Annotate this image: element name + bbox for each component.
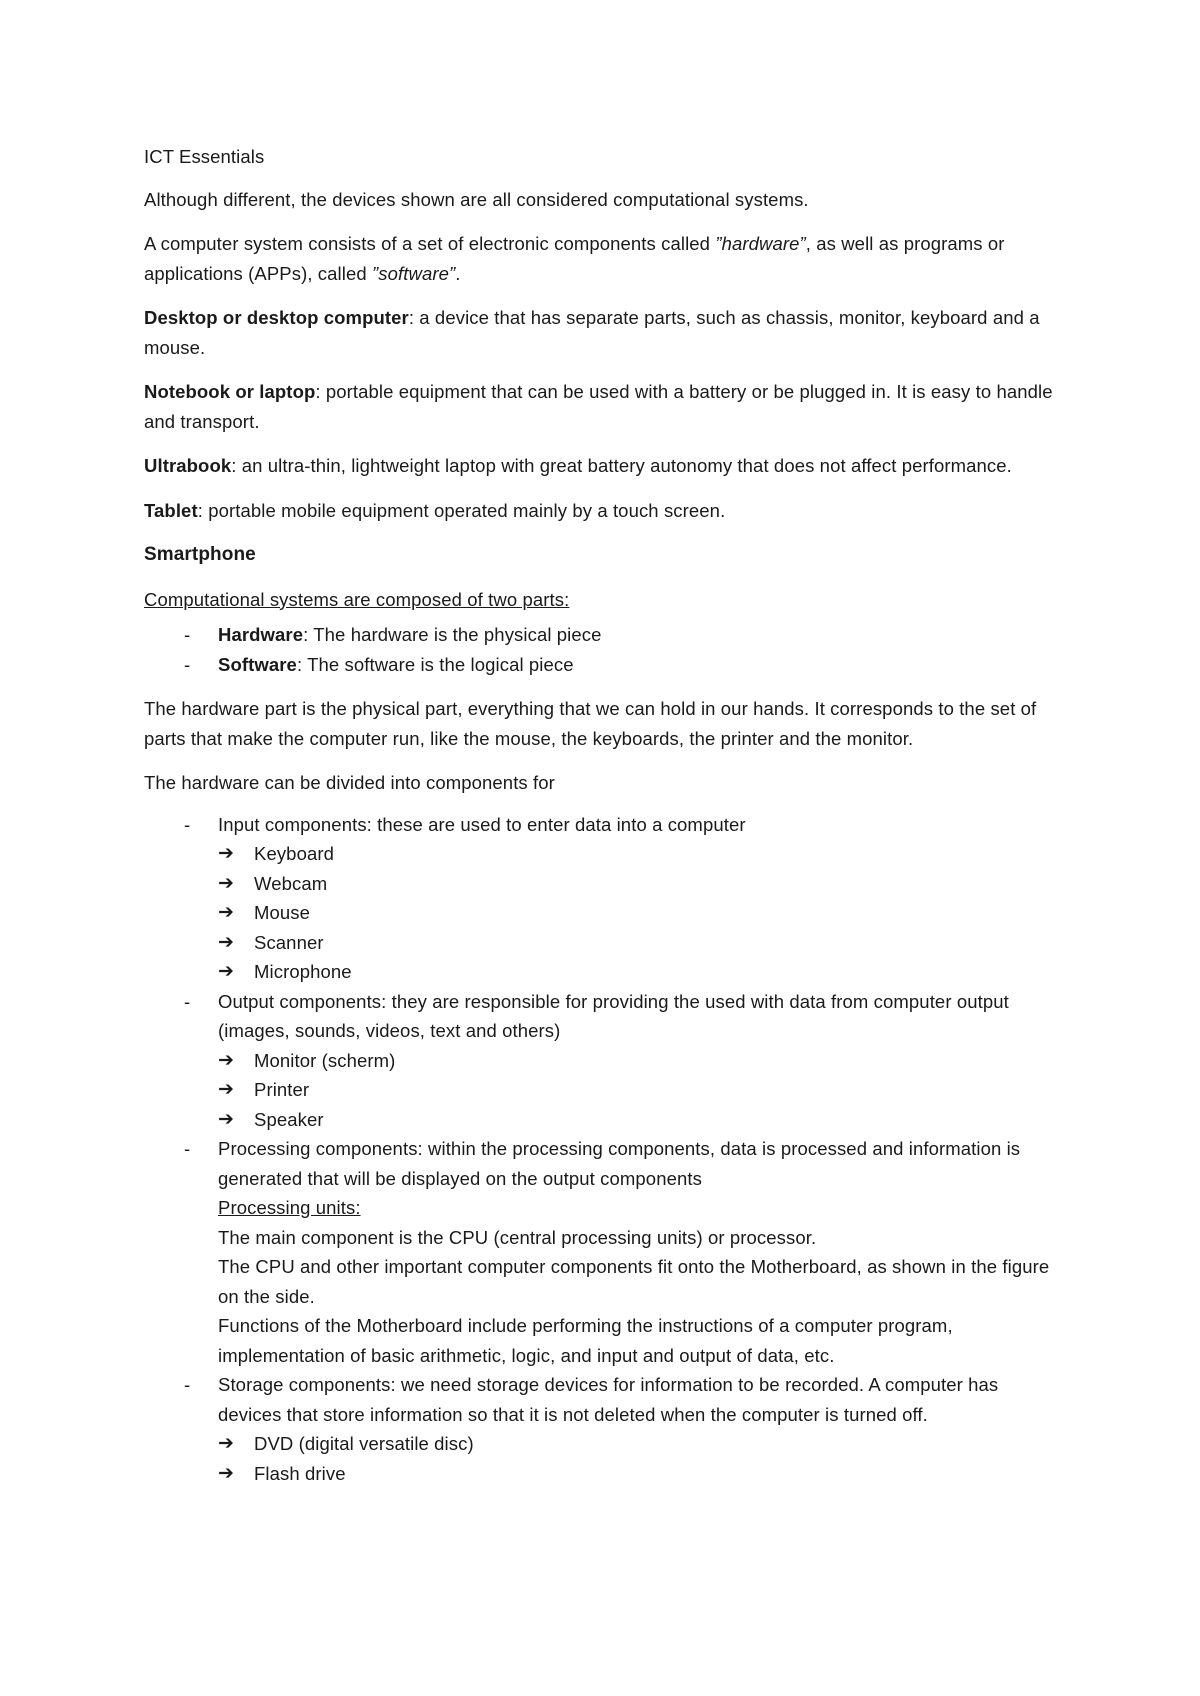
system-def-text: , as well as programs or applications (APPs), called: [144, 233, 1005, 284]
system-def-text: .: [455, 262, 461, 284]
processing-line: The CPU and other important computer components fit onto the Motherboard, as shown in the figure on the side.: [218, 1256, 1050, 1307]
dash-bullet: -: [184, 624, 191, 645]
list-item: [218, 839, 1064, 869]
output-components-text: Output components: they are responsible for providing the used with data from computer output (images, sounds, videos, text and others): [218, 990, 1009, 1041]
device-term: Desktop or desktop computer: [144, 307, 409, 328]
device-description: : a device that has separate parts, such as chassis, monitor, keyboard and a mouse.: [144, 307, 1040, 358]
parts-list: [144, 620, 1064, 679]
device-description: : portable equipment that can be used with a battery or be plugged in. It is easy to handle and transport.: [144, 381, 1053, 432]
storage-device: DVD (digital versatile disc): [254, 1433, 474, 1454]
input-device: Microphone: [254, 961, 352, 982]
device-description: : an ultra-thin, lightweight laptop with great battery autonomy that does not affect performance.: [231, 455, 1012, 476]
output-devices-list: [218, 1046, 1064, 1135]
input-device: Keyboard: [254, 843, 334, 864]
device-description: : portable mobile equipment operated mainly by a touch screen.: [197, 499, 726, 521]
dash-bullet: -: [184, 990, 191, 1012]
input-device: Scanner: [254, 931, 324, 953]
part-term: Hardware: [218, 624, 304, 645]
components-list: [144, 810, 1064, 1489]
system-definition-paragraph: [144, 229, 1064, 288]
output-device: Monitor (scherm): [254, 1049, 396, 1071]
list-item: [218, 1105, 1064, 1135]
system-def-text: A computer system consists of a set of electronic components called: [144, 233, 716, 254]
processing-line: The main component is the CPU (central processing units) or processor.: [218, 1226, 817, 1248]
storage-device: Flash drive: [254, 1462, 346, 1484]
dash-bullet: -: [184, 1374, 191, 1395]
storage-components-text: Storage components: we need storage devices for information to be recorded. A computer has devices that store information so that it is not deleted when the computer is turned off.: [218, 1374, 999, 1425]
dash-bullet: -: [184, 1138, 191, 1159]
processing-units-label: Processing units:: [218, 1197, 361, 1218]
intro-paragraph: Although different, the devices shown are all considered computational systems.: [144, 188, 809, 210]
list-item: [144, 650, 1064, 680]
list-item: [218, 957, 1064, 987]
processing-components-text: Processing components: within the processing components, data is processed and information is generated that will be displayed on the output components: [218, 1138, 1021, 1189]
input-components-text: Input components: these are used to enter data into a computer: [218, 813, 746, 835]
arrow-bullet-icon: ➔: [218, 872, 235, 894]
arrow-bullet-icon: ➔: [218, 1433, 235, 1454]
output-device: Speaker: [254, 1108, 324, 1130]
arrow-bullet-icon: ➔: [218, 1462, 235, 1484]
device-definition-ultrabook: [144, 451, 1064, 481]
hardware-term: ”hardware”: [715, 233, 806, 254]
arrow-bullet-icon: ➔: [218, 1049, 235, 1071]
software-term: ”software”: [372, 262, 456, 284]
input-device: Mouse: [254, 902, 311, 923]
list-item: [218, 1459, 1064, 1489]
device-term: Tablet: [144, 499, 198, 521]
dash-bullet: -: [184, 653, 191, 675]
arrow-bullet-icon: ➔: [218, 961, 235, 982]
processing-line: Functions of the Motherboard include performing the instructions of a computer program, implementation of basic arithmetic, logic, and input and output of data, etc.: [218, 1315, 953, 1366]
dash-bullet: -: [184, 813, 191, 835]
device-term: Notebook or laptop: [144, 381, 316, 402]
storage-devices-list: [218, 1429, 1064, 1488]
input-devices-list: [218, 839, 1064, 987]
output-components-item: [144, 987, 1064, 1135]
output-device: Printer: [254, 1079, 310, 1100]
device-definition-laptop: [144, 377, 1064, 436]
list-item: [218, 1046, 1064, 1076]
list-item: [144, 620, 1064, 650]
document-page: [144, 142, 1064, 1503]
smartphone-heading: Smartphone: [144, 544, 256, 565]
input-components-item: [144, 810, 1064, 987]
parts-intro: Computational systems are composed of two parts:: [144, 588, 570, 610]
list-item: [218, 1075, 1064, 1105]
arrow-bullet-icon: ➔: [218, 843, 235, 864]
arrow-bullet-icon: ➔: [218, 1079, 235, 1100]
input-device: Webcam: [254, 872, 328, 894]
processing-components-item: [144, 1134, 1064, 1370]
part-description: : The software is the logical piece: [296, 653, 574, 675]
list-item: [218, 1429, 1064, 1459]
divided-intro: The hardware can be divided into components for: [144, 772, 555, 793]
part-term: Software: [218, 653, 297, 675]
device-definition-desktop: [144, 303, 1064, 362]
part-description: : The hardware is the physical piece: [303, 624, 602, 645]
storage-components-item: [144, 1370, 1064, 1488]
list-item: [218, 928, 1064, 958]
hardware-paragraph: The hardware part is the physical part, everything that we can hold in our hands. It corresponds to the set of parts that make the computer run, like the mouse, the keyboards, the printer and the monitor.: [144, 698, 1037, 749]
device-term: Ultrabook: [144, 455, 232, 476]
list-item: [218, 869, 1064, 899]
arrow-bullet-icon: ➔: [218, 931, 235, 953]
document-title: ICT Essentials: [144, 146, 265, 167]
list-item: [218, 898, 1064, 928]
arrow-bullet-icon: ➔: [218, 902, 235, 923]
arrow-bullet-icon: ➔: [218, 1108, 235, 1130]
device-definition-tablet: [144, 496, 1064, 526]
